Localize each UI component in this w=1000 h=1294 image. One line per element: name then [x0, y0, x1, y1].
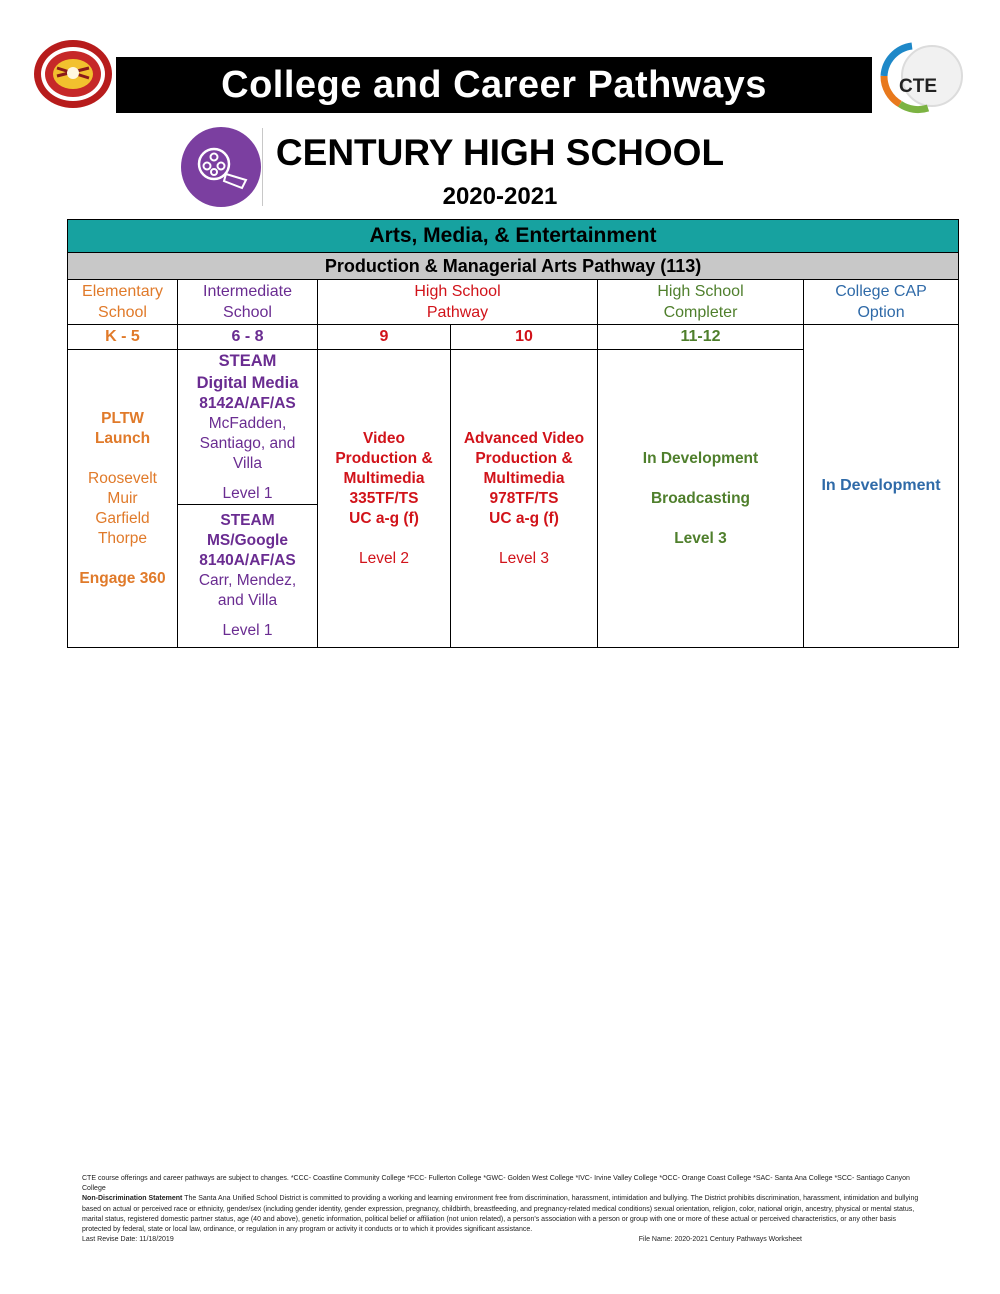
- cte-logo-icon: [872, 38, 964, 116]
- film-reel-icon: [180, 126, 262, 208]
- grade-k5: K - 5: [68, 325, 178, 350]
- school-name: CENTURY HIGH SCHOOL: [275, 132, 725, 173]
- industry-sector-heading: Arts, Media, & Entertainment: [68, 220, 959, 253]
- svg-text:CTE: CTE: [899, 76, 937, 97]
- intermediate-column-header: Intermediate School: [178, 280, 318, 325]
- district-seal-icon: [32, 38, 114, 110]
- grade-9: 9: [318, 325, 451, 350]
- intermediate-course-1: STEAM Digital Media 8142A/AF/AS McFadden, Santiago, and Villa Level 1: [178, 350, 318, 505]
- college-cap-cell: In Development: [804, 325, 959, 648]
- pathway-heading: Production & Managerial Arts Pathway (113): [68, 253, 959, 280]
- high-school-column-header: High School Pathway: [318, 280, 598, 325]
- intermediate-course-2: STEAM MS/Google 8140A/AF/AS Carr, Mendez, and Villa Level 1: [178, 505, 318, 648]
- page-title: College and Career Pathways: [116, 57, 872, 113]
- footer: [82, 1174, 922, 1245]
- grade-11-12: 11-12: [598, 325, 804, 350]
- grade-10-course: Advanced Video Production & Multimedia 978TF/TS UC a-g (f) Level 3: [451, 350, 598, 648]
- grade-10: 10: [451, 325, 598, 350]
- grade-6-8: 6 - 8: [178, 325, 318, 350]
- grade-9-course: Video Production & Multimedia 335TF/TS UC a-g (f) Level 2: [318, 350, 451, 648]
- revise-date: Last Revise Date: 11/18/2019: [82, 1236, 174, 1244]
- completer-column-header: High School Completer: [598, 280, 804, 325]
- college-column-header: College CAP Option: [804, 280, 959, 325]
- completer-cell: In Development Broadcasting Level 3: [598, 350, 804, 648]
- pathway-table: [67, 219, 959, 648]
- non-discrimination-statement: Non-Discrimination Statement The Santa Ana Unified School District is committed to providing a working and learning environment free from discrimination, harassment, intimidation and bullying. The District prohibits discrimination, harassment, intimidation and bullying based on actual or perceived race or ethnicity, gender/sex (including gender identity, gender expression, pregnancy, childbirth, breastfeeding, and pregnancy-related medical conditions) sexual orientation, religion, color, national origin, ancestry, physical or mental status, marital status, registered domestic partner status, age (40 and above), genetic information, political belief or affiliation (not union related), a person's association with a person or group with one or more of these actual or perceived characteristics, or any other basis protected by federal, state or local law, ordinance, or regulation in any program or activity it conducts or to which it provides significant assistance.: [82, 1195, 919, 1234]
- college-abbreviations: CTE course offerings and career pathways are subject to changes. *CCC- Coastline Community College *FCC- Fullerton College *GWC- Golden West College *IVC- Irvine Valley College *OCC- Orange Coast College *SAC- Santa Ana College *SCC- Santiago Canyon College: [82, 1175, 910, 1193]
- elementary-cell: PLTW Launch Roosevelt Muir Garfield Thorpe Engage 360: [68, 350, 178, 648]
- elementary-column-header: Elementary School: [68, 280, 178, 325]
- file-name: File Name: 2020-2021 Century Pathways Worksheet: [638, 1236, 802, 1244]
- school-year: 2020-2021: [442, 183, 558, 210]
